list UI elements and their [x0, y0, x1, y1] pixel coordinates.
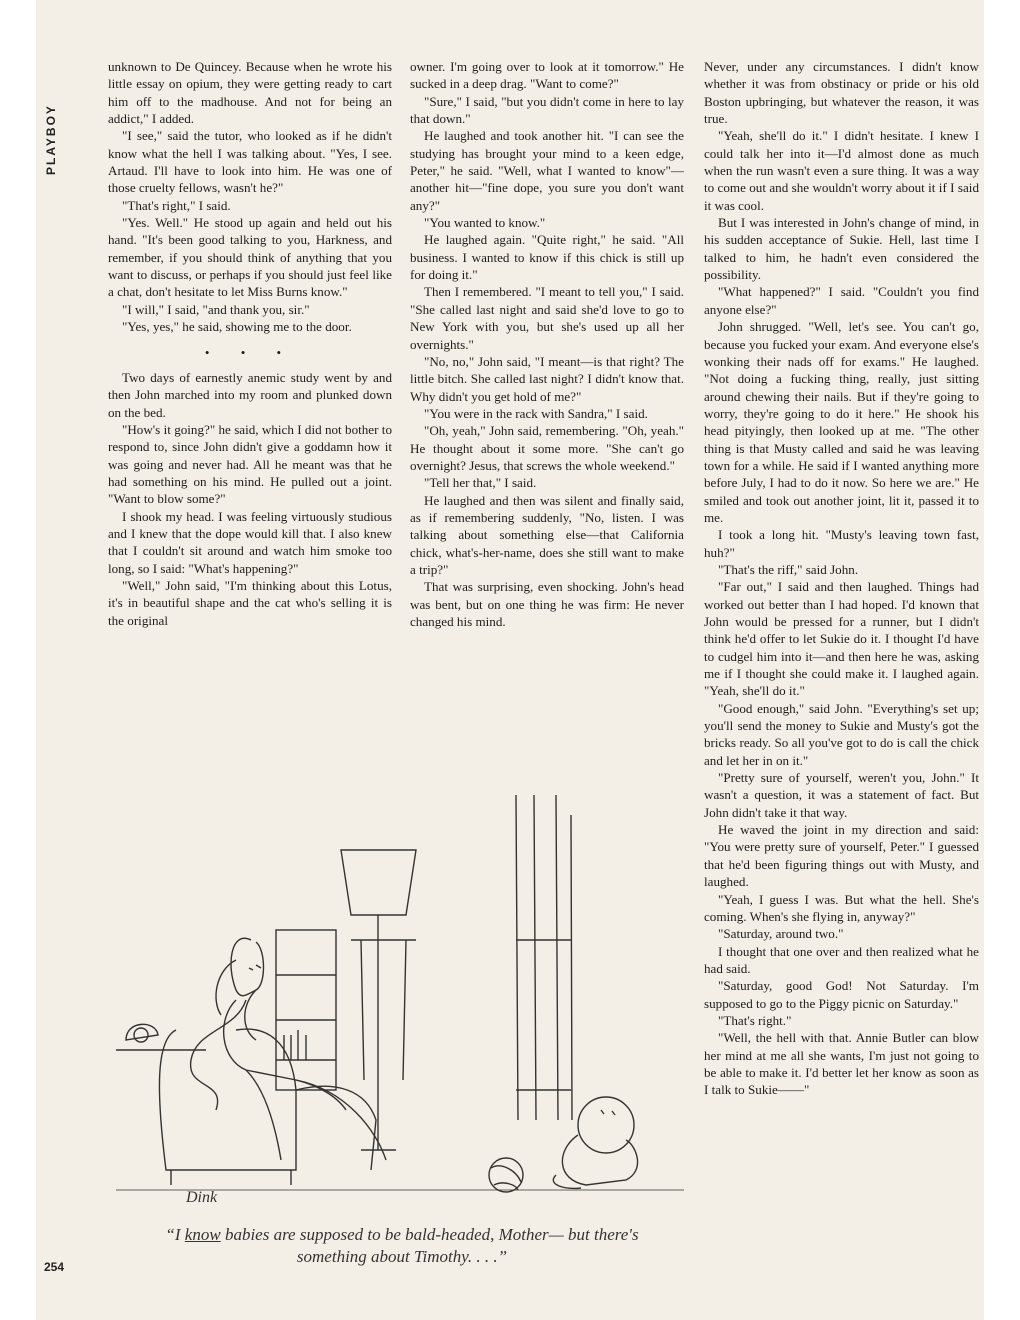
- paragraph: I took a long hit. "Musty's leaving town fast, huh?": [704, 527, 979, 560]
- paragraph: "Tell her that," I said.: [424, 475, 537, 491]
- paragraph: "I will," I said, "and thank you, sir.": [122, 301, 310, 317]
- caption-emphasis: know: [184, 1225, 221, 1244]
- paragraph: "No, no," John said, "I meant—is that right? The little bitch. She called last night? I didn't know that. Why didn't you get hold of me?": [410, 353, 684, 404]
- paragraph: "Oh, yeah," John said, remembering. "Oh, yeah." He thought about it some more. "She can't go overnight? Jesus, that screws the whole weekend.": [410, 423, 684, 473]
- paragraph: "How's it going?" he said, which I did not bother to respond to, since John didn't give a goddamn how it was going and never had. All he meant was that he had something on his mind. He pulled out a joint. "Want to blow some?": [108, 421, 392, 507]
- paragraph: I shook my head. I was feeling virtuously studious and I knew that the dope would kill that. I also knew that I couldn't sit around and watch him smoke too long, so I said: "What's happening?": [108, 508, 392, 576]
- cartoon-caption: [132, 1224, 672, 1268]
- paragraph: But I was interested in John's change of mind, in his sudden acceptance of Sukie. Hell, last time I talked to him, he hadn't even considered the possibility.: [704, 215, 979, 283]
- magazine-page: [36, 0, 984, 1320]
- paragraph: "That's right.": [718, 1012, 792, 1028]
- paragraph: He laughed and took another hit. "I can see the studying has brought your mind to a keen edge, Peter," he said. "Well, what I wanted to know"—another hit—"fine dope, you sure you don't want any?": [410, 128, 684, 213]
- paragraph: "Yes. Well." He stood up again and held out his hand. "It's been good talking to you, Harkness, and remember, if you should think of anything that you want to discuss, or perhaps if you should just feel like a chat, don't hesitate to let Miss Burns know.": [108, 215, 392, 300]
- paragraph: "That's right," I said.: [122, 197, 231, 213]
- paragraph: "You were in the rack with Sandra," I said.: [424, 405, 648, 421]
- text-column-2: [410, 58, 684, 630]
- paragraph: He laughed again. "Quite right," he said. "All business. I wanted to know if this chick is still up for doing it.": [410, 232, 684, 283]
- cartoon-illustration: [116, 790, 684, 1210]
- paragraph: "You wanted to know.": [424, 215, 546, 231]
- paragraph: "I see," said the tutor, who looked as if he didn't know what the hell I was talking about. "Yes, I see. Artaud. I'll have to look into him. He was one of those cruelty fellows, wasn't he?": [108, 128, 392, 196]
- paragraph: "That's the riff," said John.: [718, 561, 859, 577]
- paragraph: • • •: [204, 344, 296, 360]
- paragraph: unknown to De Quincey. Because when he wrote his little essay on opium, they were getting ready to cart him off to the madhouse. And not for being an addict," I added.: [108, 59, 392, 127]
- caption-end: babies are supposed to be bald-headed, Mother— but there's something about Timothy. . . .”: [220, 1225, 639, 1266]
- paragraph: I thought that one over and then realized what he had said.: [704, 943, 979, 976]
- page-number: 254: [44, 1260, 65, 1274]
- magazine-name: PLAYBOY: [44, 104, 58, 176]
- cartoon-signature: Dink: [186, 1189, 218, 1206]
- paragraph: owner. I'm going over to look at it tomorrow." He sucked in a deep drag. "Want to come?": [410, 59, 684, 92]
- paragraph: He laughed and then was silent and finally said, as if remembering suddenly, "No, listen. I was talking about something else—that California chick, what's-her-name, does she still want to make a trip?": [410, 492, 684, 577]
- paragraph: "Well, the hell with that. Annie Butler can blow her mind at me all she wants, I'm just not going to be able to make it. I'd better let her know as soon as I talk to Sukie——": [704, 1030, 979, 1098]
- paragraph: Two days of earnestly anemic study went by and then John marched into my room and plunked down on the bed.: [108, 369, 392, 420]
- paragraph: That was surprising, even shocking. John's head was bent, but on one thing he was firm: He never changed his mind.: [410, 579, 684, 629]
- text-column-1: [108, 58, 392, 629]
- paragraph: "Pretty sure of yourself, weren't you, John." It wasn't a question, it was a statement of fact. But John didn't take it that way.: [704, 770, 979, 820]
- paragraph: "Yes, yes," he said, showing me to the door.: [122, 319, 352, 335]
- paragraph: John shrugged. "Well, let's see. You can't go, because you fucked your exam. And everyone else's wonking their nads off for exams." He laughed. "Not doing a fucking thing, really, just sitting around chewing their nails. But if they're going to worry, they're going to do it here." He shook his head pityingly, then looked up at me. "The other thing is that Musty called and said he was leaving town for a while. He said if I wanted anything more before July, I had to do it now. So here we are." He smiled and took out another joint, lit it, passed it to me.: [704, 319, 979, 525]
- caption-start: “I: [165, 1225, 185, 1244]
- paragraph: "Saturday, good God! Not Saturday. I'm supposed to go to the Piggy picnic on Saturday.": [704, 978, 979, 1011]
- paragraph: "Good enough," said John. "Everything's set up; you'll send the money to Sukie and Musty's got the bricks ready. So all you've got to do is call the chick and let her in on it.": [704, 700, 979, 768]
- paragraph: "Yeah, she'll do it." I didn't hesitate. I knew I could talk her into it—I'd almost done as much when the run wasn't even a sure thing. It was a way to come out and she wouldn't worry about it if I said it was cool.: [704, 128, 979, 213]
- paragraph: "Sure," I said, "but you didn't come in here to lay that down.": [410, 93, 684, 127]
- paragraph: "What happened?" I said. "Couldn't you find anyone else?": [704, 284, 979, 317]
- paragraph: "Yeah, I guess I was. But what the hell. She's coming. When's she flying in, anyway?": [704, 891, 979, 924]
- paragraph: He waved the joint in my direction and said: "You were pretty sure of yourself, Peter." I guessed that he'd been figuring things out with Musty, and laughed.: [704, 822, 979, 890]
- paragraph: Never, under any circumstances. I didn't know whether it was from obstinacy or pride or his old Boston upbringing, but whatever the reason, it was true.: [704, 59, 979, 127]
- paragraph: "Far out," I said and then laughed. Things had worked out better than I had hoped. I'd known that John would be pressed for a runner, but I didn't think he'd offer to let Sukie do it. I thought I'd have to cudgel him into it—and then here he was, asking me if I thought she could make it. I laughed again. "Yeah, she'll do it.": [704, 579, 979, 699]
- paragraph: Then I remembered. "I meant to tell you," I said. "She called last night and said she'd love to go to New York with you, but she's used up all her overnights.": [410, 284, 684, 352]
- paragraph: "Well," John said, "I'm thinking about this Lotus, it's in beautiful shape and the cat who's selling it is the original: [108, 577, 392, 628]
- paragraph: "Saturday, around two.": [718, 926, 844, 942]
- text-column-3: [704, 58, 979, 1099]
